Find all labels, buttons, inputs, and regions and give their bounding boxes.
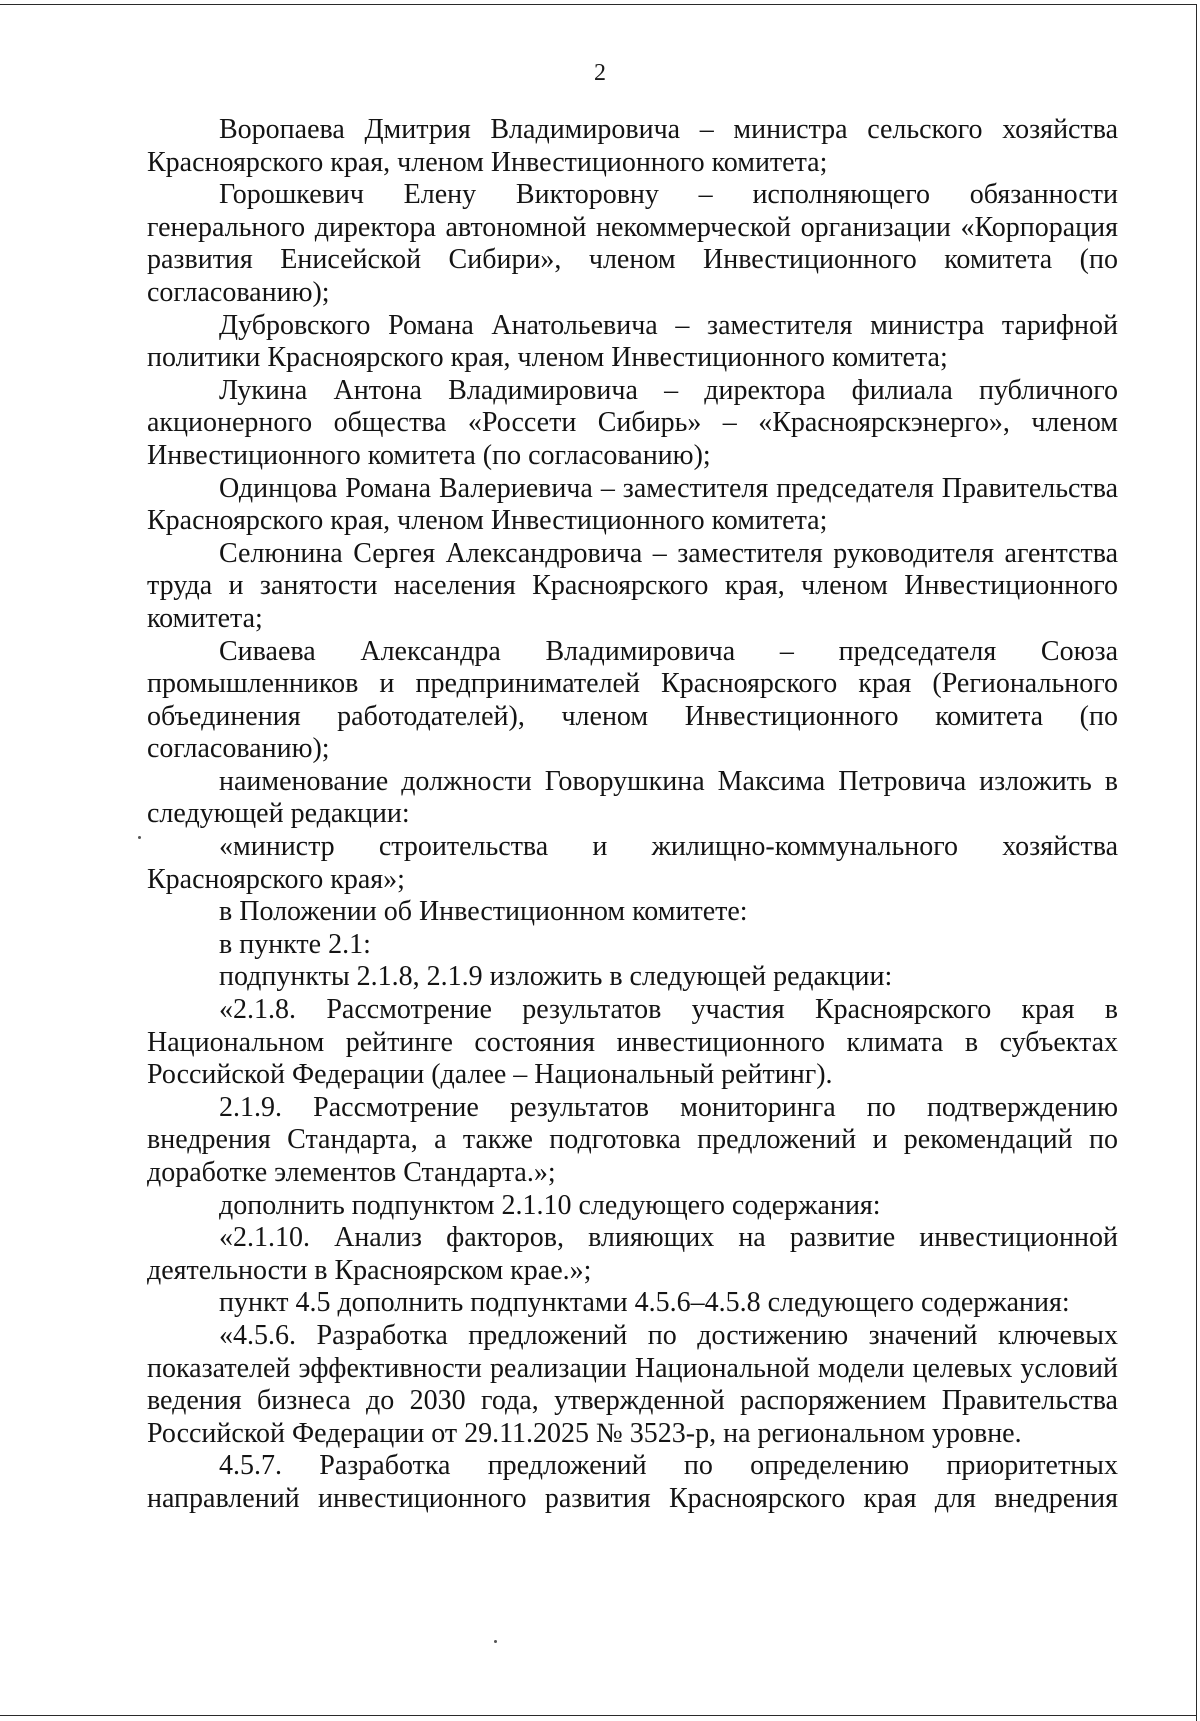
paragraph: Одинцова Романа Валериевича – заместителя председателя Правительства Красноярского края, членом Инвестиционного комитета; bbox=[147, 472, 1118, 537]
paragraph: «министр строительства и жилищно-коммунального хозяйства Красноярского края»; bbox=[147, 831, 1118, 895]
scan-speck bbox=[138, 836, 141, 839]
page-border-right bbox=[1196, 4, 1197, 1721]
paragraph: 4.5.7. Разработка предложений по определению приоритетных направлений инвестиционного развития Красноярского края для внедрения bbox=[147, 1450, 1118, 1514]
paragraph: наименование должности Говорушкина Максима Петровича изложить в следующей редакции: bbox=[147, 765, 1118, 830]
page-border-top bbox=[0, 4, 1196, 5]
paragraph: Лукина Антона Владимировича – директора филиала публичного акционерного общества «Россети Сибирь» – «Красноярскэнерго», членом Инвестиционного комитета (по согласованию); bbox=[147, 374, 1118, 471]
page-border-bottom bbox=[0, 1715, 1196, 1716]
paragraph: подпункты 2.1.8, 2.1.9 изложить в следующей редакции: bbox=[219, 961, 893, 993]
paragraph: Сиваева Александра Владимировича – председателя Союза промышленников и предпринимателей Красноярского края (Регионального объединения работодателей), членом Инвестиционного комитета (по согласованию); bbox=[147, 635, 1118, 765]
paragraph: в пункте 2.1: bbox=[219, 928, 371, 960]
paragraph: 2.1.9. Рассмотрение результатов мониторинга по подтверждению внедрения Стандарта, а также подготовка предложений и рекомендаций по доработке элементов Стандарта.»; bbox=[147, 1091, 1118, 1188]
paragraph: дополнить подпунктом 2.1.10 следующего содержания: bbox=[219, 1189, 881, 1221]
paragraph: в Положении об Инвестиционном комитете: bbox=[219, 896, 748, 928]
page-number: 2 bbox=[594, 60, 606, 86]
paragraph: «2.1.10. Анализ факторов, влияющих на развитие инвестиционной деятельности в Красноярском крае.»; bbox=[147, 1222, 1118, 1286]
paragraph: Воропаева Дмитрия Владимировича – министра сельского хозяйства Красноярского края, членом Инвестиционного комитета; bbox=[147, 114, 1118, 178]
scan-speck bbox=[494, 1640, 497, 1643]
paragraph: пункт 4.5 дополнить подпунктами 4.5.6–4.5.8 следующего содержания: bbox=[219, 1287, 1070, 1319]
paragraph: Дубровского Романа Анатольевича – заместителя министра тарифной политики Красноярского края, членом Инвестиционного комитета; bbox=[147, 309, 1118, 374]
paragraph: Горошкевич Елену Викторовну – исполняющего обязанности генерального директора автономной некоммерческой организации «Корпорация развития Енисейской Сибири», членом Инвестиционного комитета (по согласованию); bbox=[147, 179, 1118, 308]
document-body bbox=[147, 114, 1118, 1516]
paragraph: Селюнина Сергея Александровича – заместителя руководителя агентства труда и занятости населения Красноярского края, членом Инвестиционного комитета; bbox=[147, 537, 1118, 634]
paragraph: «4.5.6. Разработка предложений по достижению значений ключевых показателей эффективности реализации Национальной модели целевых условий ведения бизнеса до 2030 года, утвержденной распоряжением Правительства Российской Федерации от 29.11.2025 № 3523-р, на региональном уровне. bbox=[147, 1319, 1118, 1449]
paragraph: «2.1.8. Рассмотрение результатов участия Красноярского края в Национальном рейтинге состояния инвестиционного климата в субъектах Российской Федерации (далее – Национальный рейтинг). bbox=[147, 994, 1118, 1091]
